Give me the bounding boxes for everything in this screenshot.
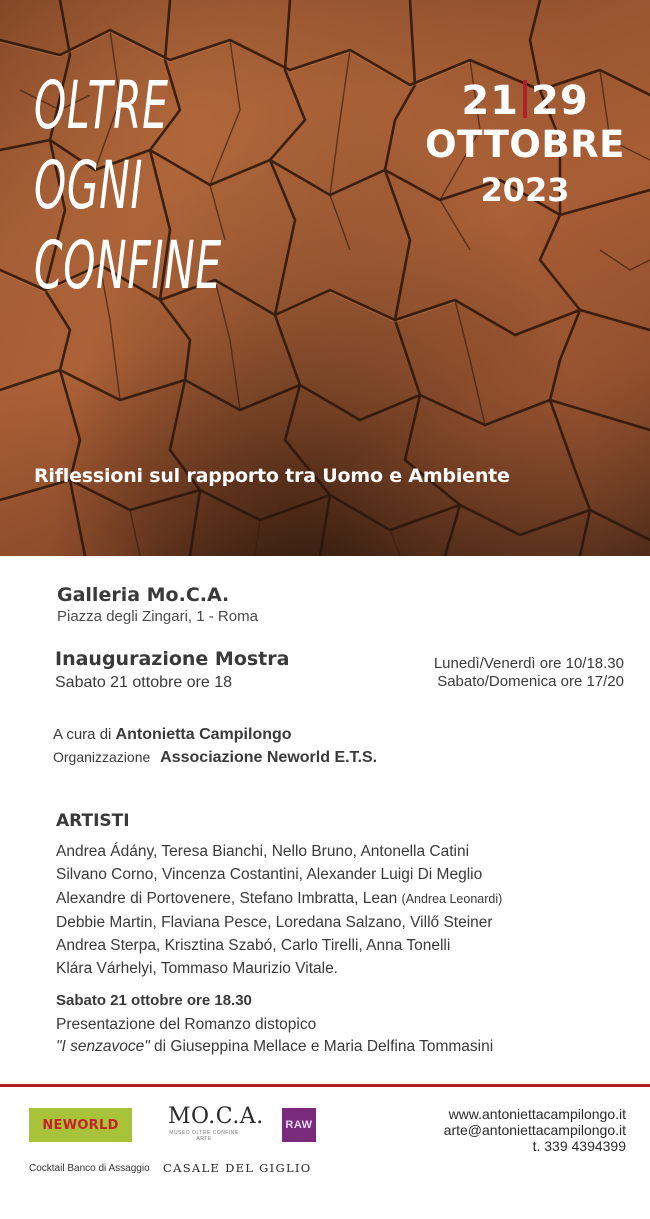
moca-logo bbox=[168, 1104, 264, 1144]
book-authors: di Giuseppina Mellace e Maria Delfina Tommasini bbox=[149, 1038, 494, 1055]
artists-line-note: (Andrea Leonardi) bbox=[401, 891, 503, 906]
raw-logo bbox=[282, 1108, 316, 1142]
artists-line: Andrea Ádány, Teresa Bianchi, Nello Bruno, Antonella Catini bbox=[56, 843, 470, 860]
sponsor-logo: CASALE DEL GIGLIO bbox=[163, 1161, 312, 1175]
artists-list bbox=[56, 840, 502, 981]
hero-banner bbox=[0, 0, 650, 556]
neworld-logo-text: NEWORLD bbox=[42, 1117, 119, 1133]
book-event-title bbox=[56, 1038, 493, 1056]
sponsor-label: Cocktail Banco di Assaggio bbox=[29, 1163, 150, 1174]
title-line-2: OGNI bbox=[34, 147, 144, 224]
moca-logo-text: MO.C.A. bbox=[168, 1104, 264, 1129]
hours-weekend: Sabato/Domenica ore 17/20 bbox=[437, 673, 624, 690]
date-separator bbox=[523, 80, 527, 118]
date-year: 2023 bbox=[480, 171, 570, 209]
organizer-name: Associazione Neworld E.T.S. bbox=[160, 749, 378, 766]
hours-weekdays: Lunedì/Venerdì ore 10/18.30 bbox=[433, 655, 624, 672]
title-line-1: OLTRE bbox=[34, 67, 169, 144]
organizer-prefix: Organizzazione bbox=[53, 749, 151, 765]
venue-address: Piazza degli Zingari, 1 - Roma bbox=[57, 608, 258, 625]
date-range bbox=[420, 78, 630, 124]
event-subtitle: Riflessioni sul rapporto tra Uomo e Ambiente bbox=[34, 465, 510, 487]
artists-line: Andrea Sterpa, Krisztina Szabó, Carlo Tirelli, Anna Tonelli bbox=[56, 937, 451, 955]
event-title bbox=[34, 66, 222, 306]
organizer-credit bbox=[53, 749, 377, 767]
footer-divider bbox=[0, 1084, 650, 1087]
book-title: "I senzavoce" bbox=[56, 1038, 150, 1055]
website-link[interactable]: www.antoniettacampilongo.it bbox=[448, 1106, 626, 1122]
email-link[interactable]: arte@antoniettacampilongo.it bbox=[443, 1122, 626, 1138]
artists-heading: ARTISTI bbox=[56, 811, 130, 831]
opening-hours bbox=[434, 655, 624, 691]
book-event-date: Sabato 21 ottobre ore 18.30 bbox=[56, 992, 252, 1009]
curator-name: Antonietta Campilongo bbox=[115, 726, 292, 743]
title-line-3: CONFINE bbox=[34, 227, 222, 304]
contacts bbox=[444, 1106, 626, 1154]
neworld-logo bbox=[29, 1108, 132, 1142]
date-month: OTTOBRE bbox=[425, 123, 625, 166]
day-end: 29 bbox=[531, 78, 589, 124]
artists-line: Silvano Corno, Vincenza Costantini, Alexander Luigi Di Meglio bbox=[56, 866, 483, 884]
venue-name: Galleria Mo.C.A. bbox=[57, 584, 230, 606]
artists-line: Debbie Martin, Flaviana Pesce, Loredana Salzano, Villő Steiner bbox=[56, 913, 493, 931]
opening-title: Inaugurazione Mostra bbox=[55, 648, 290, 670]
book-event-description: Presentazione del Romanzo distopico bbox=[56, 1016, 317, 1033]
day-start: 21 bbox=[461, 78, 519, 124]
raw-logo-text: RAW bbox=[285, 1119, 313, 1131]
curator-prefix: A cura di bbox=[53, 726, 112, 743]
artists-line bbox=[56, 887, 502, 911]
moca-logo-tagline: MUSEO OLTRE CONFINE ARTE bbox=[169, 1130, 239, 1142]
artists-line: Klára Várhelyi, Tommaso Maurizio Vitale. bbox=[56, 960, 338, 978]
artists-line-main: Alexandre di Portovenere, Stefano Imbratta, Lean bbox=[56, 889, 398, 907]
phone-number: t. 339 4394399 bbox=[532, 1138, 626, 1154]
event-dates bbox=[420, 78, 630, 214]
curator-credit bbox=[53, 726, 292, 744]
opening-date: Sabato 21 ottobre ore 18 bbox=[55, 674, 233, 691]
